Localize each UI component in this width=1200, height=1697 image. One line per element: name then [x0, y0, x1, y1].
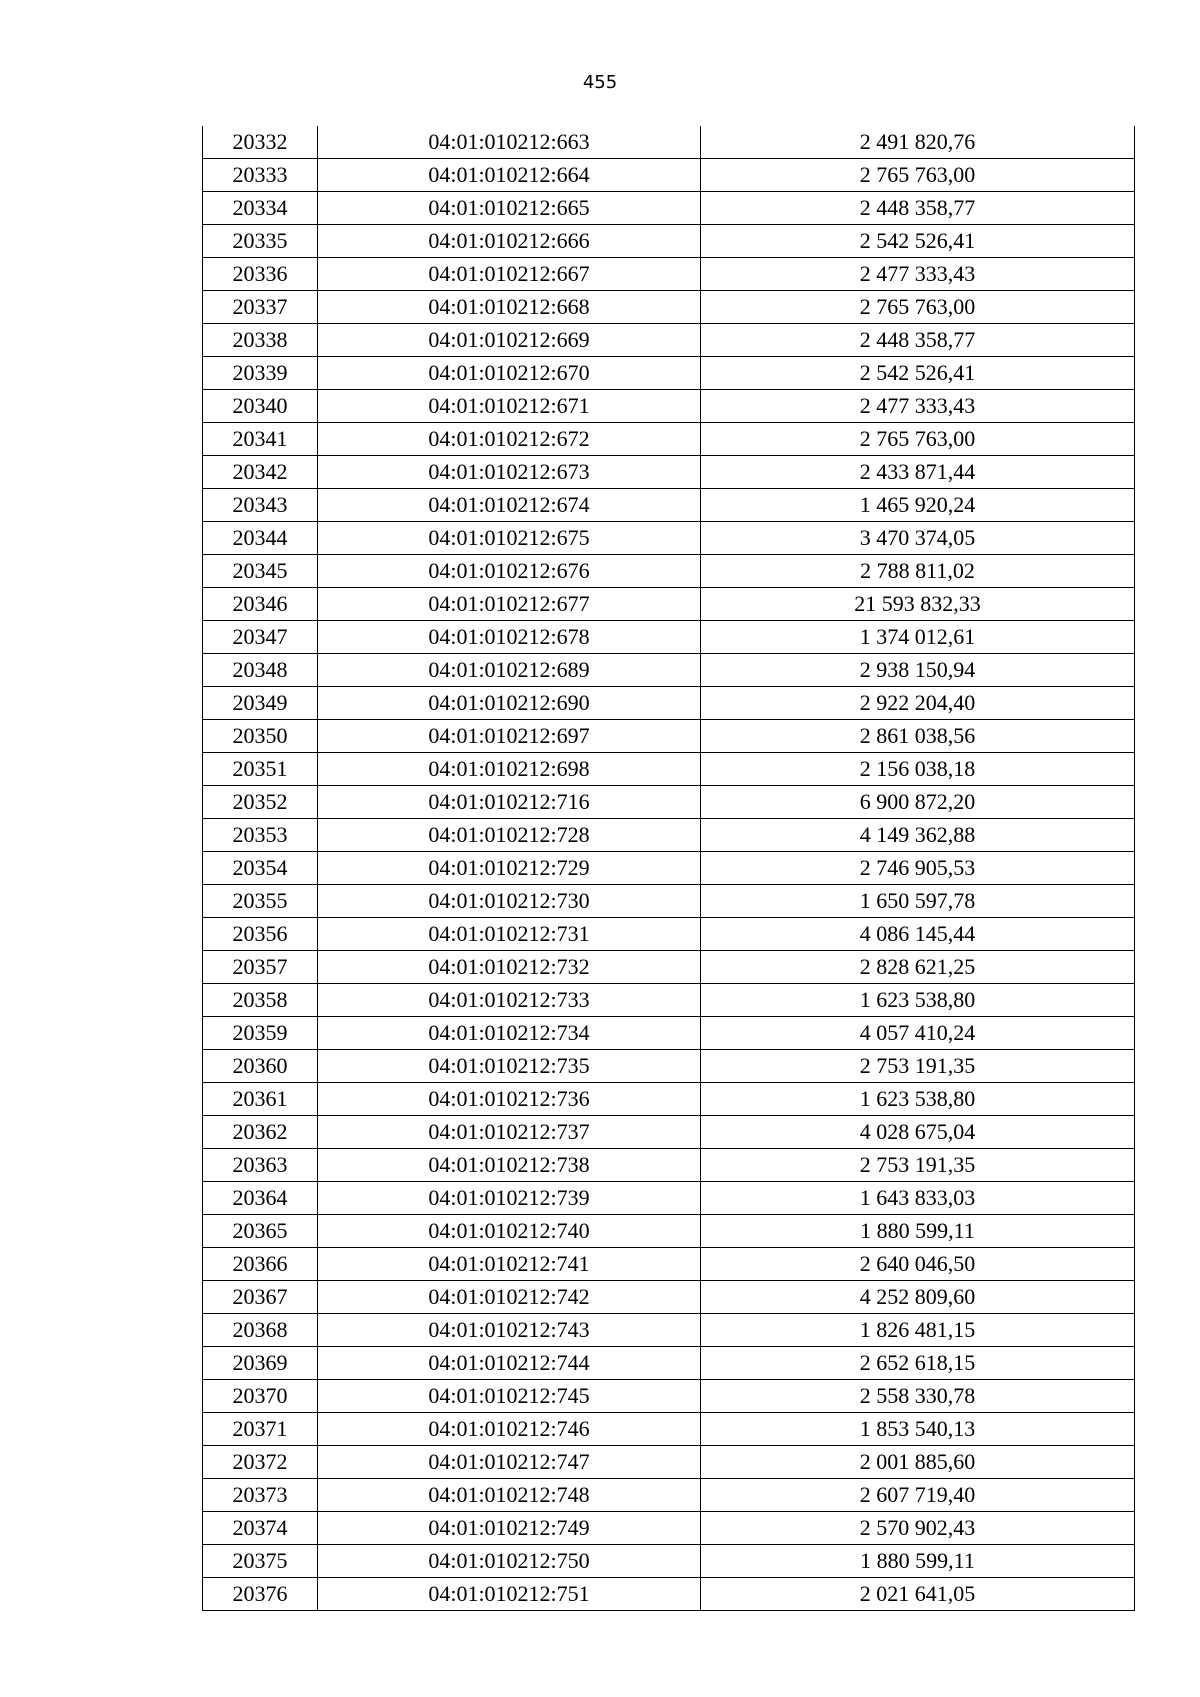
table-row — [203, 753, 1135, 786]
table-row — [203, 1314, 1135, 1347]
table-row — [203, 654, 1135, 687]
row-number-cell: 20333 — [203, 159, 318, 192]
row-number-cell: 20343 — [203, 489, 318, 522]
cadastral-number-cell: 04:01:010212:750 — [318, 1545, 701, 1578]
row-number-cell: 20344 — [203, 522, 318, 555]
cadastral-value-cell: 2 765 763,00 — [701, 423, 1135, 456]
table-row — [203, 291, 1135, 324]
cadastral-value-cell: 6 900 872,20 — [701, 786, 1135, 819]
cadastral-number-cell: 04:01:010212:667 — [318, 258, 701, 291]
row-number-cell: 20362 — [203, 1116, 318, 1149]
cadastral-number-cell: 04:01:010212:665 — [318, 192, 701, 225]
row-number-cell: 20350 — [203, 720, 318, 753]
cadastral-number-cell: 04:01:010212:678 — [318, 621, 701, 654]
row-number-cell: 20367 — [203, 1281, 318, 1314]
cadastral-value-cell: 3 470 374,05 — [701, 522, 1135, 555]
row-number-cell: 20371 — [203, 1413, 318, 1446]
cadastral-number-cell: 04:01:010212:748 — [318, 1479, 701, 1512]
cadastral-value-cell: 2 861 038,56 — [701, 720, 1135, 753]
table-row — [203, 1215, 1135, 1248]
row-number-cell: 20340 — [203, 390, 318, 423]
row-number-cell: 20342 — [203, 456, 318, 489]
cadastral-number-cell: 04:01:010212:673 — [318, 456, 701, 489]
table-row — [203, 1017, 1135, 1050]
cadastral-value-cell: 2 753 191,35 — [701, 1050, 1135, 1083]
row-number-cell: 20369 — [203, 1347, 318, 1380]
cadastral-number-cell: 04:01:010212:674 — [318, 489, 701, 522]
table-row — [203, 720, 1135, 753]
table-row — [203, 522, 1135, 555]
cadastral-number-cell: 04:01:010212:729 — [318, 852, 701, 885]
cadastral-number-cell: 04:01:010212:739 — [318, 1182, 701, 1215]
table-row — [203, 192, 1135, 225]
cadastral-value-cell: 2 448 358,77 — [701, 324, 1135, 357]
cadastral-value-cell: 2 570 902,43 — [701, 1512, 1135, 1545]
cadastral-value-cell: 2 542 526,41 — [701, 357, 1135, 390]
cadastral-number-cell: 04:01:010212:734 — [318, 1017, 701, 1050]
row-number-cell: 20337 — [203, 291, 318, 324]
cadastral-number-cell: 04:01:010212:737 — [318, 1116, 701, 1149]
cadastral-value-cell: 1 853 540,13 — [701, 1413, 1135, 1446]
table-row — [203, 489, 1135, 522]
table-body — [203, 126, 1135, 1611]
cadastral-value-cell: 4 028 675,04 — [701, 1116, 1135, 1149]
table-row — [203, 1182, 1135, 1215]
cadastral-value-cell: 2 788 811,02 — [701, 555, 1135, 588]
table-row — [203, 1446, 1135, 1479]
table-row — [203, 885, 1135, 918]
row-number-cell: 20374 — [203, 1512, 318, 1545]
row-number-cell: 20354 — [203, 852, 318, 885]
cadastral-number-cell: 04:01:010212:671 — [318, 390, 701, 423]
cadastral-value-cell: 4 086 145,44 — [701, 918, 1135, 951]
cadastral-value-cell: 1 826 481,15 — [701, 1314, 1135, 1347]
row-number-cell: 20359 — [203, 1017, 318, 1050]
table-row — [203, 1248, 1135, 1281]
table-row — [203, 1149, 1135, 1182]
cadastral-value-cell: 2 922 204,40 — [701, 687, 1135, 720]
cadastral-value-cell: 1 880 599,11 — [701, 1545, 1135, 1578]
table-row — [203, 159, 1135, 192]
table-row — [203, 324, 1135, 357]
cadastral-number-cell: 04:01:010212:675 — [318, 522, 701, 555]
cadastral-value-cell: 2 753 191,35 — [701, 1149, 1135, 1182]
cadastral-value-cell: 2 828 621,25 — [701, 951, 1135, 984]
cadastral-number-cell: 04:01:010212:747 — [318, 1446, 701, 1479]
cadastral-number-cell: 04:01:010212:751 — [318, 1578, 701, 1611]
cadastral-value-cell: 2 765 763,00 — [701, 159, 1135, 192]
row-number-cell: 20376 — [203, 1578, 318, 1611]
cadastral-number-cell: 04:01:010212:676 — [318, 555, 701, 588]
row-number-cell: 20351 — [203, 753, 318, 786]
cadastral-value-cell: 2 001 885,60 — [701, 1446, 1135, 1479]
cadastral-number-cell: 04:01:010212:698 — [318, 753, 701, 786]
cadastral-number-cell: 04:01:010212:746 — [318, 1413, 701, 1446]
table-row — [203, 1347, 1135, 1380]
cadastral-value-cell: 2 607 719,40 — [701, 1479, 1135, 1512]
cadastral-number-cell: 04:01:010212:663 — [318, 126, 701, 159]
table-row — [203, 819, 1135, 852]
table-row — [203, 1083, 1135, 1116]
row-number-cell: 20339 — [203, 357, 318, 390]
table-row — [203, 687, 1135, 720]
row-number-cell: 20375 — [203, 1545, 318, 1578]
cadastral-value-cell: 2 477 333,43 — [701, 390, 1135, 423]
row-number-cell: 20368 — [203, 1314, 318, 1347]
cadastral-value-cell: 4 252 809,60 — [701, 1281, 1135, 1314]
table-row — [203, 1050, 1135, 1083]
row-number-cell: 20338 — [203, 324, 318, 357]
cadastral-number-cell: 04:01:010212:745 — [318, 1380, 701, 1413]
cadastral-number-cell: 04:01:010212:677 — [318, 588, 701, 621]
cadastral-number-cell: 04:01:010212:749 — [318, 1512, 701, 1545]
cadastral-number-cell: 04:01:010212:733 — [318, 984, 701, 1017]
table-row — [203, 390, 1135, 423]
cadastral-number-cell: 04:01:010212:666 — [318, 225, 701, 258]
table-row — [203, 951, 1135, 984]
table-row — [203, 1512, 1135, 1545]
cadastral-value-cell: 2 477 333,43 — [701, 258, 1135, 291]
table-row — [203, 258, 1135, 291]
row-number-cell: 20355 — [203, 885, 318, 918]
row-number-cell: 20363 — [203, 1149, 318, 1182]
cadastral-number-cell: 04:01:010212:735 — [318, 1050, 701, 1083]
table-row — [203, 588, 1135, 621]
page-number: 455 — [582, 72, 618, 93]
cadastral-number-cell: 04:01:010212:740 — [318, 1215, 701, 1248]
cadastral-value-cell: 2 652 618,15 — [701, 1347, 1135, 1380]
cadastral-number-cell: 04:01:010212:697 — [318, 720, 701, 753]
cadastral-number-cell: 04:01:010212:731 — [318, 918, 701, 951]
table-row — [203, 225, 1135, 258]
cadastral-value-cell: 2 021 641,05 — [701, 1578, 1135, 1611]
row-number-cell: 20341 — [203, 423, 318, 456]
table-row — [203, 1545, 1135, 1578]
cadastral-value-cell: 2 156 038,18 — [701, 753, 1135, 786]
cadastral-number-cell: 04:01:010212:738 — [318, 1149, 701, 1182]
row-number-cell: 20372 — [203, 1446, 318, 1479]
table-row — [203, 1281, 1135, 1314]
row-number-cell: 20335 — [203, 225, 318, 258]
cadastral-number-cell: 04:01:010212:716 — [318, 786, 701, 819]
cadastral-value-cell: 21 593 832,33 — [701, 588, 1135, 621]
cadastral-number-cell: 04:01:010212:670 — [318, 357, 701, 390]
cadastral-value-cell: 2 640 046,50 — [701, 1248, 1135, 1281]
row-number-cell: 20370 — [203, 1380, 318, 1413]
row-number-cell: 20358 — [203, 984, 318, 1017]
cadastral-number-cell: 04:01:010212:668 — [318, 291, 701, 324]
table-row — [203, 423, 1135, 456]
row-number-cell: 20352 — [203, 786, 318, 819]
cadastral-value-cell: 4 057 410,24 — [701, 1017, 1135, 1050]
cadastral-value-cell: 2 938 150,94 — [701, 654, 1135, 687]
row-number-cell: 20334 — [203, 192, 318, 225]
row-number-cell: 20349 — [203, 687, 318, 720]
table-row — [203, 1116, 1135, 1149]
cadastral-number-cell: 04:01:010212:741 — [318, 1248, 701, 1281]
cadastral-value-cell: 2 448 358,77 — [701, 192, 1135, 225]
row-number-cell: 20366 — [203, 1248, 318, 1281]
cadastral-number-cell: 04:01:010212:732 — [318, 951, 701, 984]
cadastral-number-cell: 04:01:010212:736 — [318, 1083, 701, 1116]
cadastral-value-cell: 1 880 599,11 — [701, 1215, 1135, 1248]
cadastral-value-cell: 2 765 763,00 — [701, 291, 1135, 324]
cadastral-number-cell: 04:01:010212:672 — [318, 423, 701, 456]
table-row — [203, 1413, 1135, 1446]
row-number-cell: 20356 — [203, 918, 318, 951]
row-number-cell: 20345 — [203, 555, 318, 588]
table-row — [203, 621, 1135, 654]
cadastral-number-cell: 04:01:010212:689 — [318, 654, 701, 687]
row-number-cell: 20332 — [203, 126, 318, 159]
cadastral-value-cell: 2 558 330,78 — [701, 1380, 1135, 1413]
row-number-cell: 20353 — [203, 819, 318, 852]
table-row — [203, 918, 1135, 951]
cadastral-number-cell: 04:01:010212:664 — [318, 159, 701, 192]
cadastral-value-cell: 2 746 905,53 — [701, 852, 1135, 885]
table-row — [203, 786, 1135, 819]
row-number-cell: 20336 — [203, 258, 318, 291]
row-number-cell: 20347 — [203, 621, 318, 654]
cadastral-value-cell: 1 650 597,78 — [701, 885, 1135, 918]
cadastral-number-cell: 04:01:010212:730 — [318, 885, 701, 918]
row-number-cell: 20361 — [203, 1083, 318, 1116]
cadastral-value-cell: 1 623 538,80 — [701, 1083, 1135, 1116]
table-row — [203, 357, 1135, 390]
table-row — [203, 852, 1135, 885]
cadastral-value-cell: 1 643 833,03 — [701, 1182, 1135, 1215]
row-number-cell: 20360 — [203, 1050, 318, 1083]
table-row — [203, 456, 1135, 489]
cadastral-value-table — [202, 126, 1135, 1611]
table-row — [203, 1380, 1135, 1413]
cadastral-value-cell: 4 149 362,88 — [701, 819, 1135, 852]
table-row — [203, 126, 1135, 159]
cadastral-value-cell: 2 433 871,44 — [701, 456, 1135, 489]
table-row — [203, 1578, 1135, 1611]
cadastral-value-cell: 2 491 820,76 — [701, 126, 1135, 159]
row-number-cell: 20364 — [203, 1182, 318, 1215]
table-row — [203, 555, 1135, 588]
cadastral-number-cell: 04:01:010212:742 — [318, 1281, 701, 1314]
cadastral-value-cell: 1 623 538,80 — [701, 984, 1135, 1017]
row-number-cell: 20346 — [203, 588, 318, 621]
row-number-cell: 20365 — [203, 1215, 318, 1248]
cadastral-value-cell: 1 465 920,24 — [701, 489, 1135, 522]
cadastral-value-cell: 2 542 526,41 — [701, 225, 1135, 258]
table-row — [203, 1479, 1135, 1512]
table-row — [203, 984, 1135, 1017]
cadastral-number-cell: 04:01:010212:743 — [318, 1314, 701, 1347]
cadastral-value-cell: 1 374 012,61 — [701, 621, 1135, 654]
cadastral-number-cell: 04:01:010212:669 — [318, 324, 701, 357]
cadastral-number-cell: 04:01:010212:728 — [318, 819, 701, 852]
row-number-cell: 20357 — [203, 951, 318, 984]
row-number-cell: 20348 — [203, 654, 318, 687]
cadastral-number-cell: 04:01:010212:690 — [318, 687, 701, 720]
row-number-cell: 20373 — [203, 1479, 318, 1512]
cadastral-number-cell: 04:01:010212:744 — [318, 1347, 701, 1380]
